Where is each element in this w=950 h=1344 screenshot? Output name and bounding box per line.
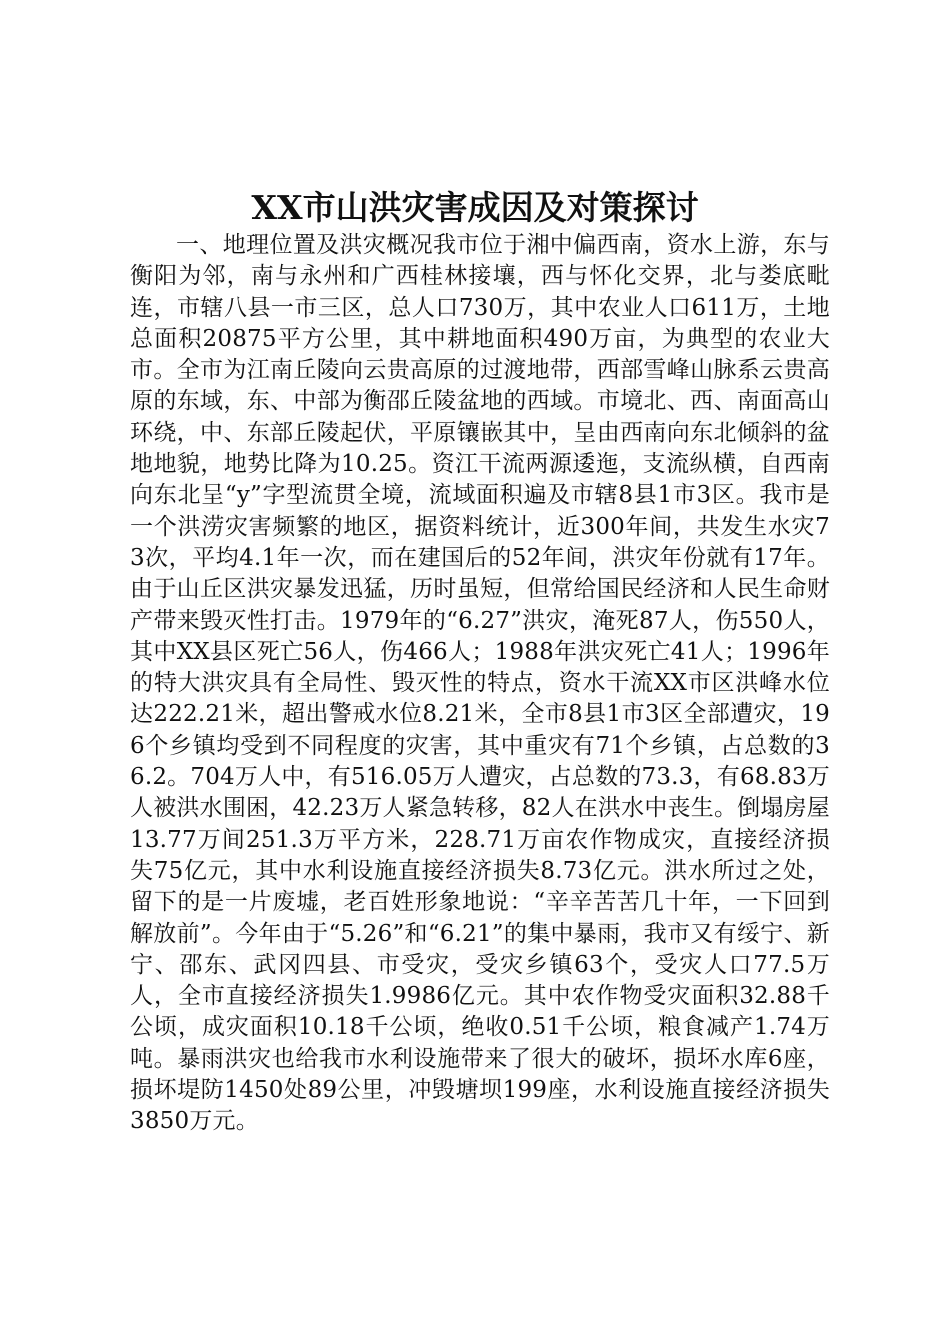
document-title: XX市山洪灾害成因及对策探讨 xyxy=(251,188,699,227)
document-paragraph: 一、地理位置及洪灾概况我市位于湘中偏西南，资水上游，东与衡阳为邻，南与永州和广西桂林接壤，西与怀化交界，北与娄底毗连，市辖八县一市三区，总人口730万，其中农业人口611万，土地总面积20875平方公里，其中耕地面积490万亩，为典型的农业大市。全市为江南丘陵向云贵高原的过渡地带，西部雪峰山脉系云贵高原的东域，东、中部为衡邵丘陵盆地的西域。市境北、西、南面高山环绕，中、东部丘陵起伏，平原镶嵌其中，呈由西南向东北倾斜的盆地地貌，地势比降为10.25。资江干流两源逶迤，支流纵横，自西南向东北呈“y”字型流贯全境，流域面积遍及市辖8县1市3区。我市是一个洪涝灾害频繁的地区，据资料统计，近300年间，共发生水灾73次，平均4.1年一次，而在建国后的52年间，洪灾年份就有17年。由于山丘区洪灾暴发迅猛，历时虽短，但常给国民经济和人民生命财产带来毁灭性打击。1979年的“6.27”洪灾，淹死87人，伤550人，其中XX县区死亡56人，伤466人；1988年洪灾死亡41人；1996年的特大洪灾具有全局性、毁灭性的特点，资水干流XX市区洪峰水位达222.21米，超出警戒水位8.21米，全市8县1市3区全部遭灾，196个乡镇均受到不同程度的灾害，其中重灾有71个乡镇，占总数的36.2。704万人中，有516.05万人遭灾，占总数的73.3，有68.83万人被洪水围困，42.23万人紧急转移，82人在洪水中丧生。倒塌房屋13.77万间251.3万平方米，228.71万亩农作物成灾，直接经济损失75亿元，其中水利设施直接经济损失8.73亿元。洪水所过之处，留下的是一片废墟，老百姓形象地说：“辛辛苦苦几十年，一下回到解放前”。今年由于“5.26”和“6.21”的集中暴雨，我市又有绥宁、新宁、邵东、武冈四县、市受灾，受灾乡镇63个，受灾人口77.5万人，全市直接经济损失1.9986亿元。其中农作物受灾面积32.88千公顷，成灾面积10.18千公顷，绝收0.51千公顷，粮食减产1.74万吨。暴雨洪灾也给我市水利设施带来了很大的破坏，损坏水库6座，损坏堤防1450处89公里，冲毁塘坝199座，水利设施直接经济损失3850万元。 xyxy=(130,232,830,1135)
